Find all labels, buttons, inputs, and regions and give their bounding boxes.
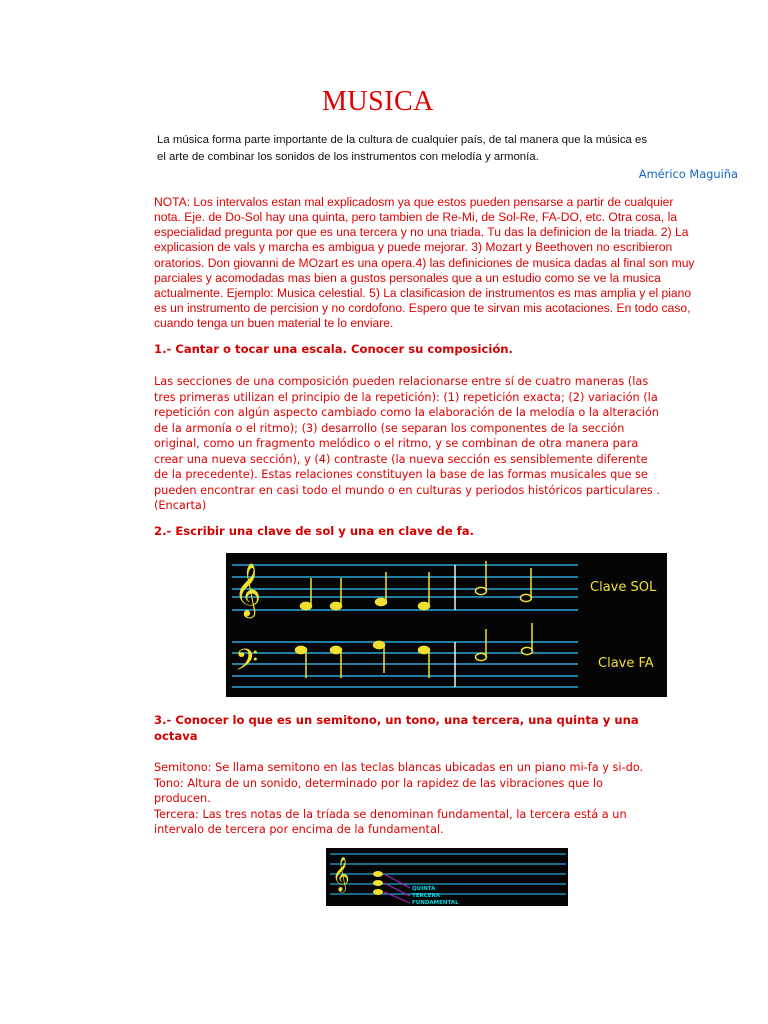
nota-line: especialidad pregunta por que es una tercera y no una triada. Tu das la definicion de la triada. 2) La [154, 225, 689, 240]
paragraph-line: crear una nueva sección), y (4) contraste (la nueva sección es sensiblemente diferente [154, 452, 648, 466]
note [301, 602, 312, 609]
nota-line: oratorios. Don giovanni de MOzart es una opera.4) las definiciones de musica dadas al final son muy [154, 255, 695, 270]
paragraph-line: Semitono: Se llama semitono en las teclas blancas ubicadas en un piano mi-fa y si-do. [154, 761, 644, 774]
note [331, 646, 342, 653]
note [376, 598, 387, 605]
paragraph-line: producen. [154, 792, 211, 805]
triad-label-fundamental: FUNDAMENTAL [412, 900, 459, 906]
paragraph-line: de la armonía o el ritmo); (3) desarrollo (se separan los componentes de la sección [154, 421, 625, 435]
note [296, 646, 307, 653]
note [373, 889, 383, 895]
paragraph-line: de la precedente). Estas relaciones constituyen la base de las formas musicales que se [154, 468, 648, 481]
note [476, 587, 487, 594]
note [373, 880, 383, 886]
paragraph-line: original, como un fragmento melódico o el ritmo, y se combinan de otra manera para [154, 437, 639, 450]
paragraph-line: repetición con algún aspecto cambiado como la elaboración de la melodía o la alteración [154, 406, 659, 419]
note [331, 602, 342, 609]
triad-label-quinta: QUINTA [412, 886, 436, 892]
note [419, 646, 430, 653]
section1-paragraph [154, 374, 744, 514]
section3-paragraph [154, 760, 744, 838]
nota-line: actualmente. Ejemplo: Musica celestial. 5) La clasificasion de instrumentos es mas amplia y el piano [154, 285, 692, 300]
nota-line: parciales y acomodadas mas bien a gustos personales que a un estudio como se ve la musica [154, 270, 661, 285]
staff-background [326, 848, 568, 906]
triad-notes [373, 871, 383, 895]
nota-line: explicasion de vals y marcha es ambigua y puede mejorar. 3) Mozart y Beethoven no escribieron [154, 240, 673, 255]
heading-line: 3.- Conocer lo que es un semitono, un tono, una tercera, una quinta y una [154, 713, 639, 727]
bass-clef-icon: 𝄢 [235, 644, 259, 685]
staff-label-fa: Clave FA [598, 656, 654, 671]
treble-clef-icon: 𝄞 [234, 562, 262, 616]
section3-heading [154, 713, 744, 744]
page-title: MUSICA [322, 86, 434, 117]
nota-line: nota. Eje. de Do-Sol hay una quinta, pero tambien de Re-Mi, de Sol-Re, FA-DO, etc. Otra cosa, la [154, 210, 677, 225]
treble-clef-icon: 𝄞 [332, 857, 350, 892]
note [419, 602, 430, 609]
note [521, 594, 532, 601]
nota-line: es un instrumento de percision y no cordofono. Espero que te sirvan mis acotaciones. En todo caso, [154, 301, 691, 316]
triad-staff-image [326, 848, 568, 906]
paragraph-line: intervalo de tercera por encima de la fundamental. [154, 823, 444, 836]
note [476, 653, 487, 660]
triad-label-tercera: TERCERA [412, 893, 441, 899]
note [373, 871, 383, 877]
note [374, 641, 385, 648]
author-name: Américo Maguiña [638, 167, 738, 181]
paragraph-line: tres primeras utilizan el principio de la repetición): (1) repetición exacta; (2) variación (la [154, 390, 658, 404]
section1-heading: 1.- Cantar o tocar una escala. Conocer su composición. [154, 342, 513, 356]
paragraph-line: (Encarta) [154, 499, 207, 512]
paragraph-line: Tono: Altura de un sonido, determinado por la rapidez de las vibraciones que lo [154, 776, 603, 790]
nota-paragraph [154, 195, 740, 331]
intro-line-1: La música forma parte importante de la cultura de cualquier país, de tal manera que la música es [157, 134, 648, 146]
clef-staff-image [226, 553, 667, 697]
staff-label-sol: Clave SOL [590, 580, 657, 595]
paragraph-line: pueden encontrar en casi todo el mundo o en culturas y periodos históricos particulares . [154, 483, 660, 497]
nota-line: NOTA: Los intervalos estan mal explicadosm ya que estos pueden pensarse a partir de cualquier [154, 195, 674, 209]
note [522, 647, 533, 654]
paragraph-line: Tercera: Las tres notas de la tríada se denominan fundamental, la tercera está a un [154, 807, 627, 821]
heading-line: octava [154, 728, 198, 743]
paragraph-line: Las secciones de una composición pueden relacionarse entre sí de cuatro maneras (las [154, 375, 649, 388]
section2-heading: 2.- Escribir una clave de sol y una en clave de fa. [154, 524, 475, 538]
intro-line-2: el arte de combinar los sonidos de los instrumentos con melodía y armonía. [157, 151, 539, 163]
nota-line: cuando tenga un buen material te lo enviare. [154, 316, 394, 331]
